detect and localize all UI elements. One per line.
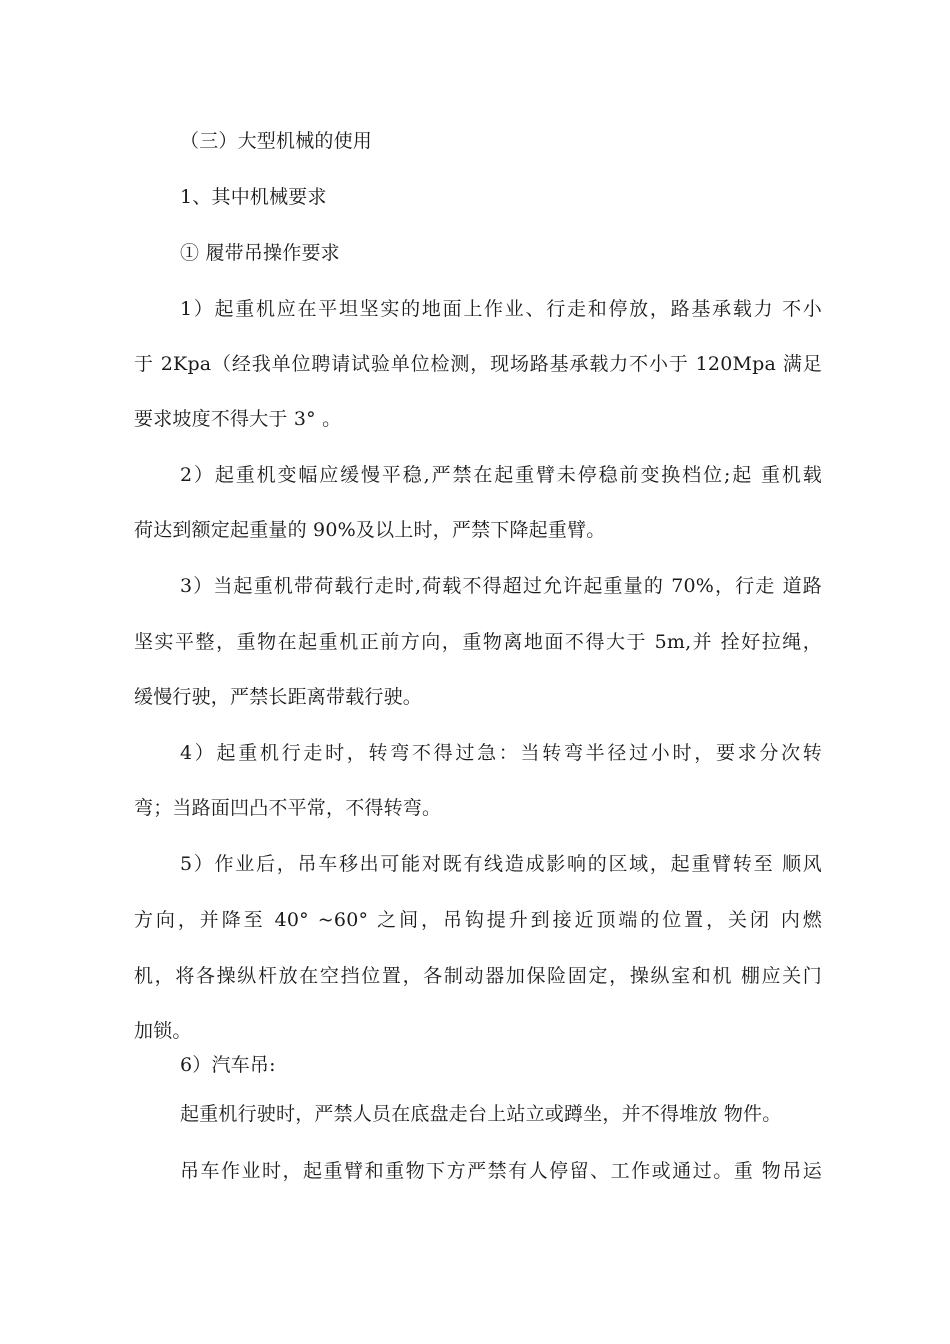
item-heading: ① 履带吊操作要求 <box>180 242 340 264</box>
paragraph-line: 吊车作业时，起重臂和重物下方严禁有人停留、工作或通过。重 物吊运 <box>180 1160 822 1182</box>
subsection-heading: 1、其中机械要求 <box>180 186 327 208</box>
paragraph-line: 方向，并降至 40° ~60° 之间，吊钩提升到接近顶端的位置，关闭 内燃 <box>134 909 822 931</box>
paragraph-line: 5）作业后，吊车移出可能对既有线造成影响的区域，起重臂转至 顺风 <box>180 853 822 875</box>
paragraph-line: 起重机行驶时，严禁人员在底盘走台上站立或蹲坐，并不得堆放 物件。 <box>180 1103 782 1125</box>
paragraph-line: 1）起重机应在平坦坚实的地面上作业、行走和停放，路基承载力 不小 <box>180 298 822 320</box>
paragraph-line: 4）起重机行走时，转弯不得过急：当转弯半径过小时，要求分次转 <box>180 742 822 764</box>
section-heading: （三）大型机械的使用 <box>180 130 373 152</box>
paragraph-line: 3）当起重机带荷载行走时,荷载不得超过允许起重量的 70%，行走 道路 <box>180 575 822 597</box>
paragraph-line: 于 2Kpa（经我单位聘请试验单位检测，现场路基承载力不小于 120Mpa 满足 <box>134 353 822 375</box>
paragraph-line: 6）汽车吊: <box>180 1054 276 1076</box>
paragraph-line: 弯；当路面凹凸不平常，不得转弯。 <box>134 797 442 819</box>
paragraph-line: 缓慢行驶，严禁长距离带载行驶。 <box>134 686 423 708</box>
paragraph-line: 荷达到额定起重量的 90%及以上时，严禁下降起重臂。 <box>134 519 606 541</box>
paragraph-line: 坚实平整，重物在起重机正前方向，重物离地面不得大于 5m,并 拴好拉绳， <box>134 631 822 653</box>
paragraph-line: 要求坡度不得大于 3° 。 <box>134 408 342 430</box>
paragraph-line: 机，将各操纵杆放在空挡位置，各制动器加保险固定，操纵室和机 棚应关门 <box>134 965 822 987</box>
paragraph-line: 加锁。 <box>134 1020 192 1042</box>
paragraph-line: 2）起重机变幅应缓慢平稳,严禁在起重臂未停稳前变换档位;起 重机载 <box>180 464 822 486</box>
